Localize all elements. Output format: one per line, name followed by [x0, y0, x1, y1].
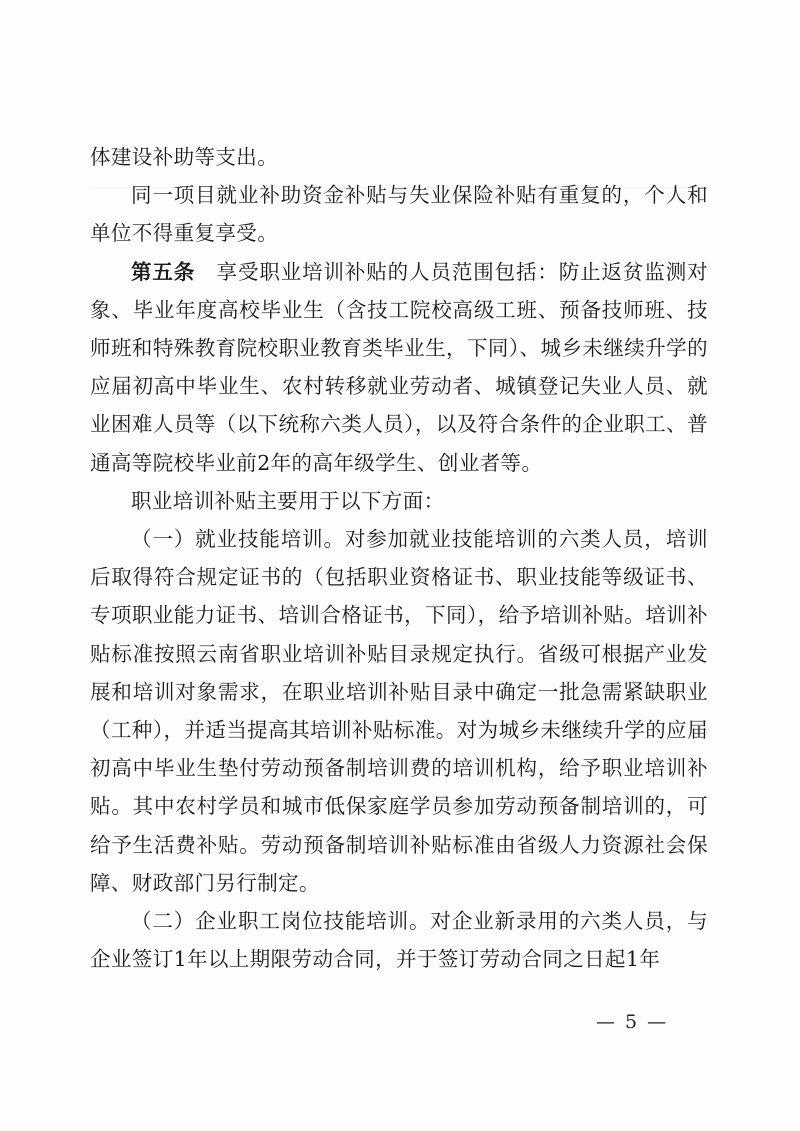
- paragraph-4-text: 职业培训补贴主要用于以下方面：: [131, 488, 445, 513]
- paragraph-2: [90, 176, 708, 252]
- paragraph-6-text: （二）企业职工岗位技能培训。对企业新录用的六类人员，与企业签订1年以上期限劳动合同，并于签订劳动合同之日起1年: [90, 909, 708, 972]
- paragraph-article-5: [90, 253, 708, 482]
- paragraph-2-text: 同一项目就业补助资金补贴与失业保险补贴有重复的，个人和单位不得重复享受。: [90, 183, 708, 246]
- paragraph-1: [90, 138, 708, 176]
- paragraph-5: [90, 520, 708, 902]
- paragraph-6: [90, 902, 708, 978]
- document-body: [90, 138, 708, 978]
- paragraph-4: [90, 482, 708, 520]
- paragraph-1-text: 体建设补助等支出。: [90, 145, 279, 169]
- paragraph-5-text: （一）就业技能培训。对参加就业技能培训的六类人员，培训后取得符合规定证书的（包括职业资格证书、职业技能等级证书、专项职业能力证书、培训合格证书，下同），给予培训补贴。培训补贴标准按照云南省职业培训补贴目录规定执行。省级可根据产业发展和培训对象需求，在职业培训补贴目录中确定一批急需紧缺职业（工种），并适当提高其培训补贴标准。对为城乡未继续升学的应届初高中毕业生垫付劳动预备制培训费的培训机构，给予职业培训补贴。其中农村学员和城市低保家庭学员参加劳动预备制培训的，可给予生活费补贴。劳动预备制培训补贴标准由省级人力资源社会保障、财政部门另行制定。: [90, 527, 708, 895]
- page-number: — 5 —: [596, 1011, 669, 1033]
- paragraph-3-text: 享受职业培训补贴的人员范围包括：防止返贫监测对象、毕业年度高校毕业生（含技工院校高级工班、预备技师班、技师班和特殊教育院校职业教育类毕业生，下同）、城乡未继续升学的应届初高中毕业生、农村转移就业劳动者、城镇登记失业人员、就业困难人员等（以下统称六类人员），以及符合条件的企业职工、普通高等院校毕业前2年的高年级学生、创业者等。: [90, 259, 708, 475]
- article-heading: 第五条: [131, 259, 196, 284]
